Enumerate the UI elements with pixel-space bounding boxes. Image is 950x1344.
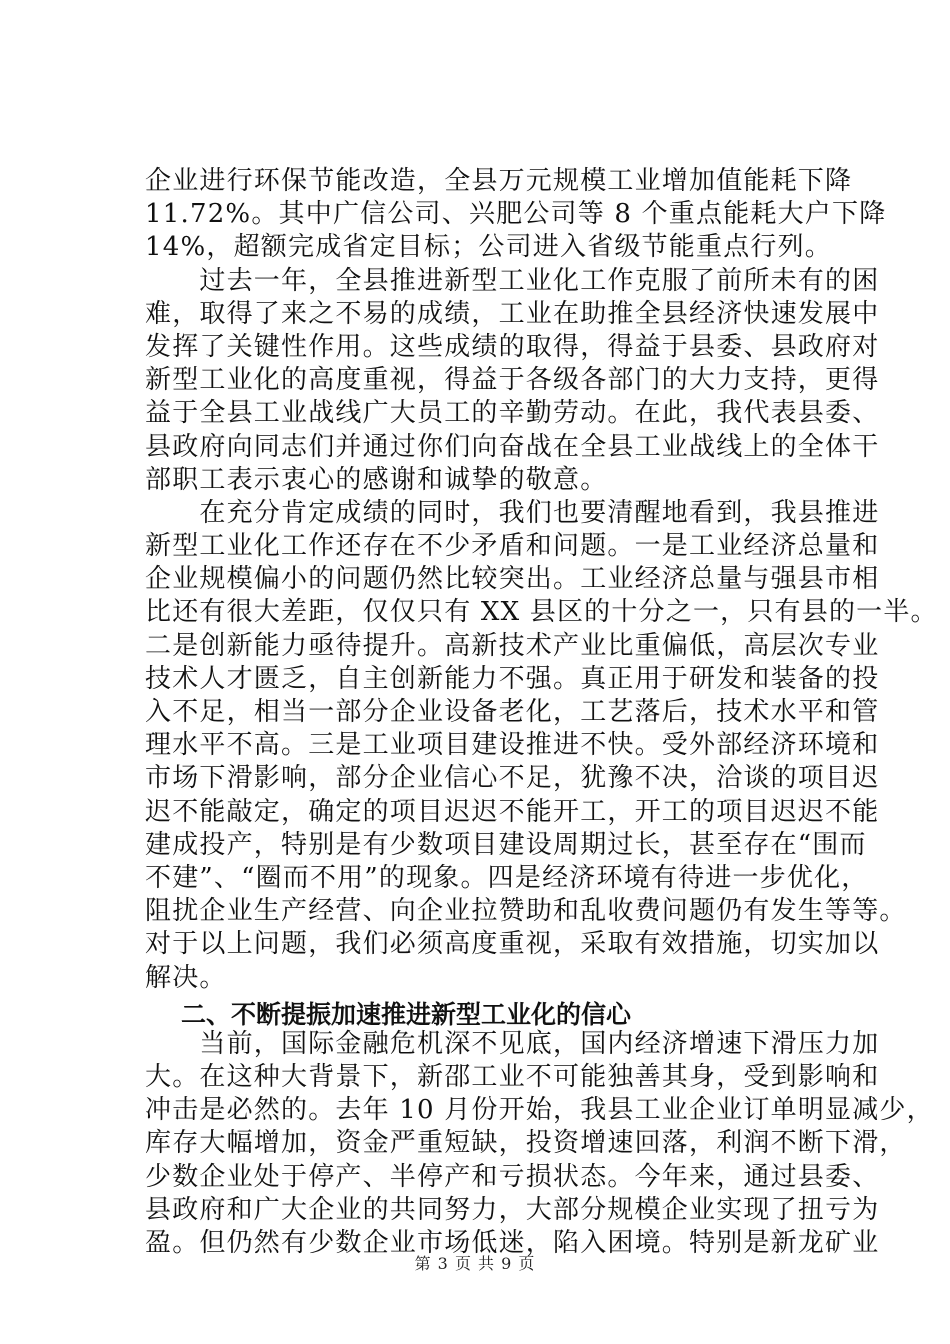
text-line: 难，取得了来之不易的成绩，工业在助推全县经济快速发展中: [145, 298, 880, 329]
text-line: 建成投产，特别是有少数项目建设周期过长，甚至存在“围而: [145, 829, 867, 860]
text-line: 过去一年，全县推进新型工业化工作克服了前所未有的困: [145, 265, 880, 296]
text-line: 库存大幅增加，资金严重短缺，投资增速回落，利润不断下滑，: [145, 1128, 907, 1159]
text-line: 益于全县工业战线广大员工的辛勤劳动。在此，我代表县委、: [145, 398, 880, 429]
body-text-top: [145, 165, 938, 995]
text-line: 对于以上问题，我们必须高度重视，采取有效措施，切实加以: [145, 929, 880, 960]
text-line: 11.72%。其中广信公司、兴肥公司等 8 个重点能耗大户下降: [145, 199, 887, 230]
text-line: 部职工表示衷心的感谢和诚挚的敬意。: [145, 464, 608, 495]
text-line: 企业规模偏小的问题仍然比较突出。工业经济总量与强县市相: [145, 564, 880, 595]
text-line: 县政府和广大企业的共同努力，大部分规模企业实现了扭亏为: [145, 1194, 880, 1225]
text-line: 14%，超额完成省定目标；公司进入省级节能重点行列。: [145, 232, 832, 263]
text-line: 不建”、“圈而不用”的现象。四是经济环境有待进一步优化，: [145, 862, 869, 893]
text-line: 县政府向同志们并通过你们向奋战在全县工业战线上的全体干: [145, 431, 880, 462]
text-line: 解决。: [145, 962, 227, 993]
text-line: 市场下滑影响，部分企业信心不足，犹豫不决，洽谈的项目迟: [145, 763, 880, 794]
text-line: 冲击是必然的。去年 10 月份开始，我县工业企业订单明显减少，: [145, 1095, 934, 1126]
text-line: 技术人才匮乏，自主创新能力不强。真正用于研发和装备的投: [145, 663, 880, 694]
text-line: 入不足，相当一部分企业设备老化，工艺落后，技术水平和管: [145, 697, 880, 727]
text-line: 二是创新能力亟待提升。高新技术产业比重偏低，高层次专业: [145, 630, 880, 661]
text-line: 在充分肯定成绩的同时，我们也要清醒地看到，我县推进: [145, 497, 880, 528]
text-line: 新型工业化的高度重视，得益于各级各部门的大力支持，更得: [145, 365, 880, 396]
text-line: 企业进行环保节能改造，全县万元规模工业增加值能耗下降: [145, 166, 853, 196]
page-footer: 第 3 页 共 9 页: [414, 1254, 536, 1273]
text-line: 比还有很大差距，仅仅只有 XX 县区的十分之一，只有县的一半。: [145, 597, 938, 628]
section-heading: 二、不断提振加速推进新型工业化的信心: [181, 999, 632, 1029]
text-line: 新型工业化工作还存在不少矛盾和问题。一是工业经济总量和: [145, 531, 880, 562]
text-line: 迟不能敲定，确定的项目迟迟不能开工，开工的项目迟迟不能: [145, 796, 880, 827]
text-line: 发挥了关键性作用。这些成绩的取得，得益于县委、县政府对: [145, 331, 880, 362]
text-line: 阻扰企业生产经营、向企业拉赞助和乱收费问题仍有发生等等。: [145, 896, 907, 927]
text-line: 少数企业处于停产、半停产和亏损状态。今年来，通过县委、: [145, 1161, 880, 1192]
body-text-bottom: [145, 1028, 934, 1260]
text-line: 理水平不高。三是工业项目建设推进不快。受外部经济环境和: [145, 730, 880, 761]
text-line: 盈。但仍然有少数企业市场低迷，陷入困境。特别是新龙矿业: [145, 1228, 880, 1258]
text-line: 当前，国际金融危机深不见底，国内经济增速下滑压力加: [145, 1028, 880, 1059]
text-line: 大。在这种大背景下，新邵工业不可能独善其身，受到影响和: [145, 1062, 880, 1093]
document-page: [145, 165, 938, 1260]
